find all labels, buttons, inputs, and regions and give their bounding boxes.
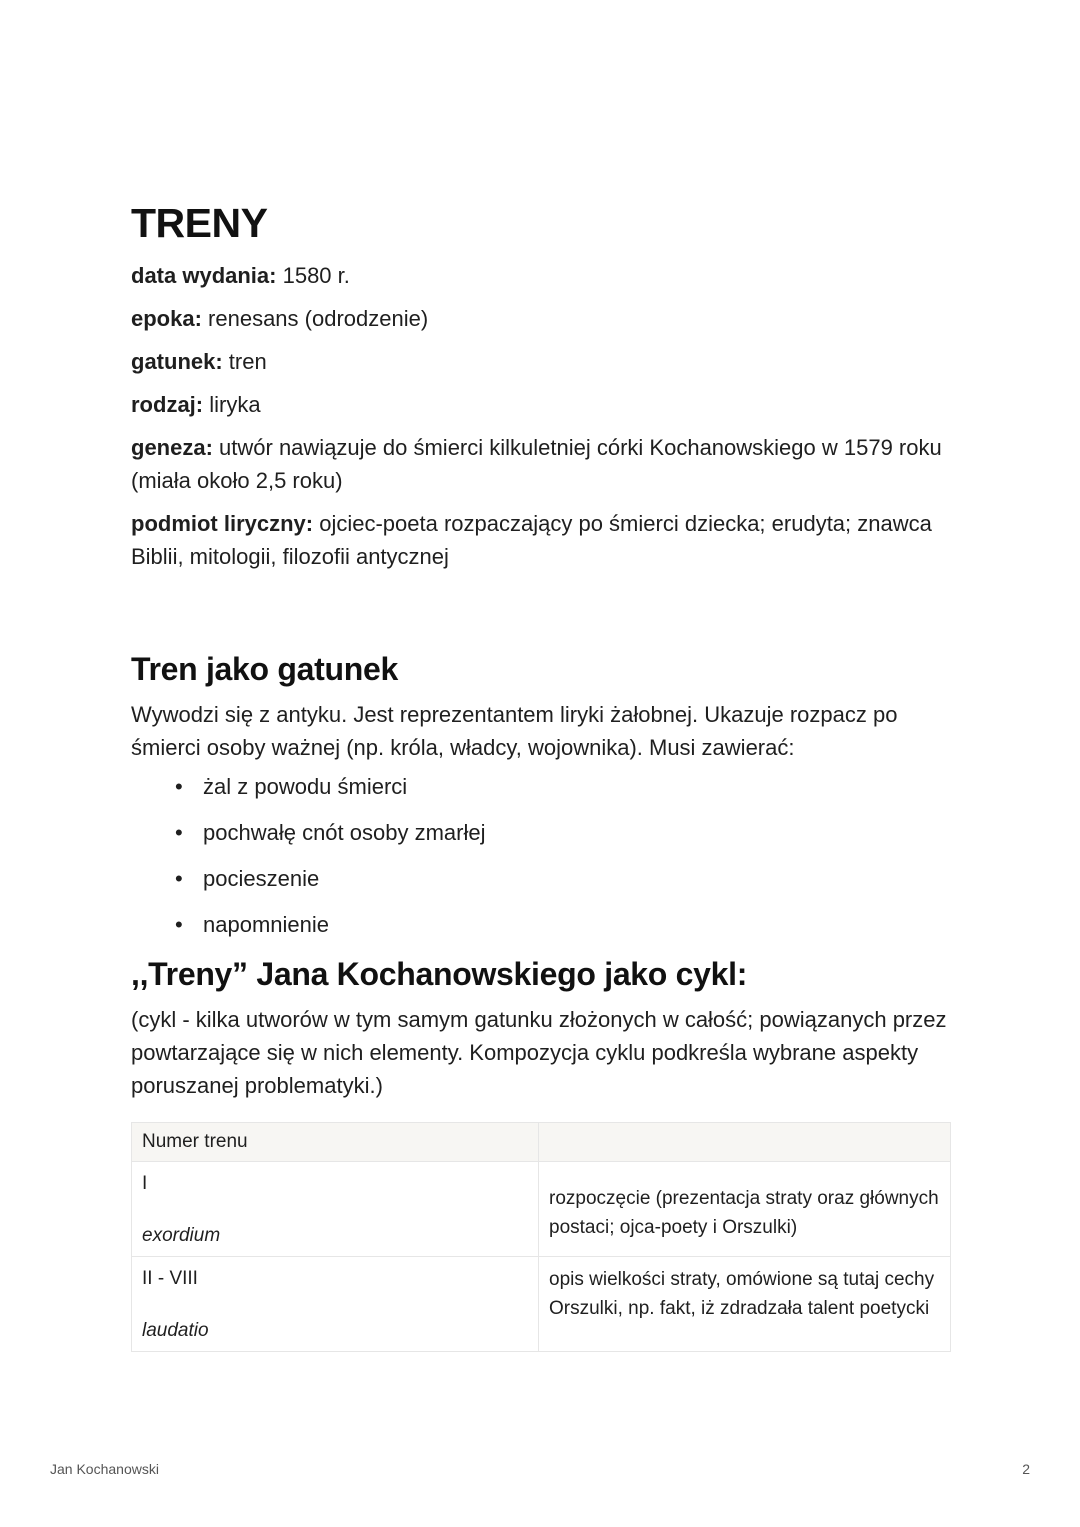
table-row — [132, 1162, 951, 1257]
bullet-icon: • — [175, 912, 183, 937]
meta-label: geneza: — [131, 435, 213, 460]
bullet-icon: • — [175, 866, 183, 891]
list-item-text: pocieszenie — [203, 866, 320, 891]
list-item-text: pochwałę cnót osoby zmarłej — [203, 820, 486, 845]
table-header-cell — [539, 1123, 951, 1162]
list-item-text: napomnienie — [203, 912, 329, 937]
meta-value: utwór nawiązuje do śmierci kilkuletniej córki Kochanowskiego w 1579 roku (miała około 2,5 roku) — [131, 435, 942, 493]
bullet-list — [131, 772, 951, 940]
meta-label: data wydania: — [131, 263, 277, 288]
meta-lyrical-subject — [131, 507, 951, 573]
table-header-row — [132, 1123, 951, 1162]
meta-genre — [131, 345, 951, 378]
tren-number: I — [142, 1173, 148, 1194]
section-heading-genre: Tren jako gatunek — [131, 651, 398, 687]
footer-author: Jan Kochanowski — [50, 1461, 159, 1477]
list-item — [175, 818, 951, 848]
tren-latin-name: exordium — [142, 1225, 221, 1246]
meta-value: ojciec-poeta rozpaczający po śmierci dziecka; erudyta; znawca Biblii, mitologii, filozofii antycznej — [131, 511, 932, 569]
table-row — [132, 1257, 951, 1352]
section-paragraph-cycle: (cykl - kilka utworów w tym samym gatunku złożonych w całość; powiązanych przez powtarzające się w nich elementy. Kompozycja cyklu podkreśla wybrane aspekty poruszanej problematyki.) — [131, 1007, 947, 1098]
list-item-text: żal z powodu śmierci — [203, 774, 408, 799]
table-cell-description: opis wielkości straty, omówione są tutaj cechy Orszulki, np. fakt, iż zdradzała talent poetycki — [539, 1257, 951, 1352]
tren-latin-name: laudatio — [142, 1320, 209, 1341]
page-number: 2 — [1022, 1461, 1030, 1477]
table-cell-description: rozpoczęcie (prezentacja straty oraz głównych postaci; ojca-poety i Orszulki) — [539, 1162, 951, 1257]
meta-genesis — [131, 431, 951, 497]
bullet-icon: • — [175, 820, 183, 845]
table-cell-number — [132, 1257, 539, 1352]
bullet-icon: • — [175, 774, 183, 799]
list-item — [175, 772, 951, 802]
section-paragraph-genre: Wywodzi się z antyku. Jest reprezentantem liryki żałobnej. Ukazuje rozpacz po śmierci osoby ważnej (np. króla, władcy, wojownika). Musi zawierać: — [131, 702, 898, 760]
meta-label: podmiot liryczny: — [131, 511, 314, 536]
meta-kind — [131, 388, 951, 421]
meta-label: gatunek: — [131, 349, 223, 374]
table-cell-number — [132, 1162, 539, 1257]
meta-value: 1580 r. — [276, 263, 350, 288]
meta-value: renesans (odrodzenie) — [201, 306, 429, 331]
list-item — [175, 864, 951, 894]
meta-value: liryka — [203, 392, 261, 417]
section-heading-cycle: ,,Treny” Jana Kochanowskiego jako cykl: — [131, 956, 748, 992]
meta-label: rodzaj: — [131, 392, 204, 417]
meta-date — [131, 259, 951, 292]
table-header-cell: Numer trenu — [132, 1123, 539, 1162]
meta-label: epoka: — [131, 306, 202, 331]
list-item — [175, 910, 951, 940]
meta-epoch — [131, 302, 951, 335]
meta-value: tren — [222, 349, 267, 374]
tren-number: II - VIII — [142, 1268, 198, 1289]
page-title: TRENY — [131, 200, 268, 246]
document-content — [131, 200, 951, 1352]
metadata-list — [131, 259, 951, 573]
treny-table — [131, 1122, 951, 1352]
